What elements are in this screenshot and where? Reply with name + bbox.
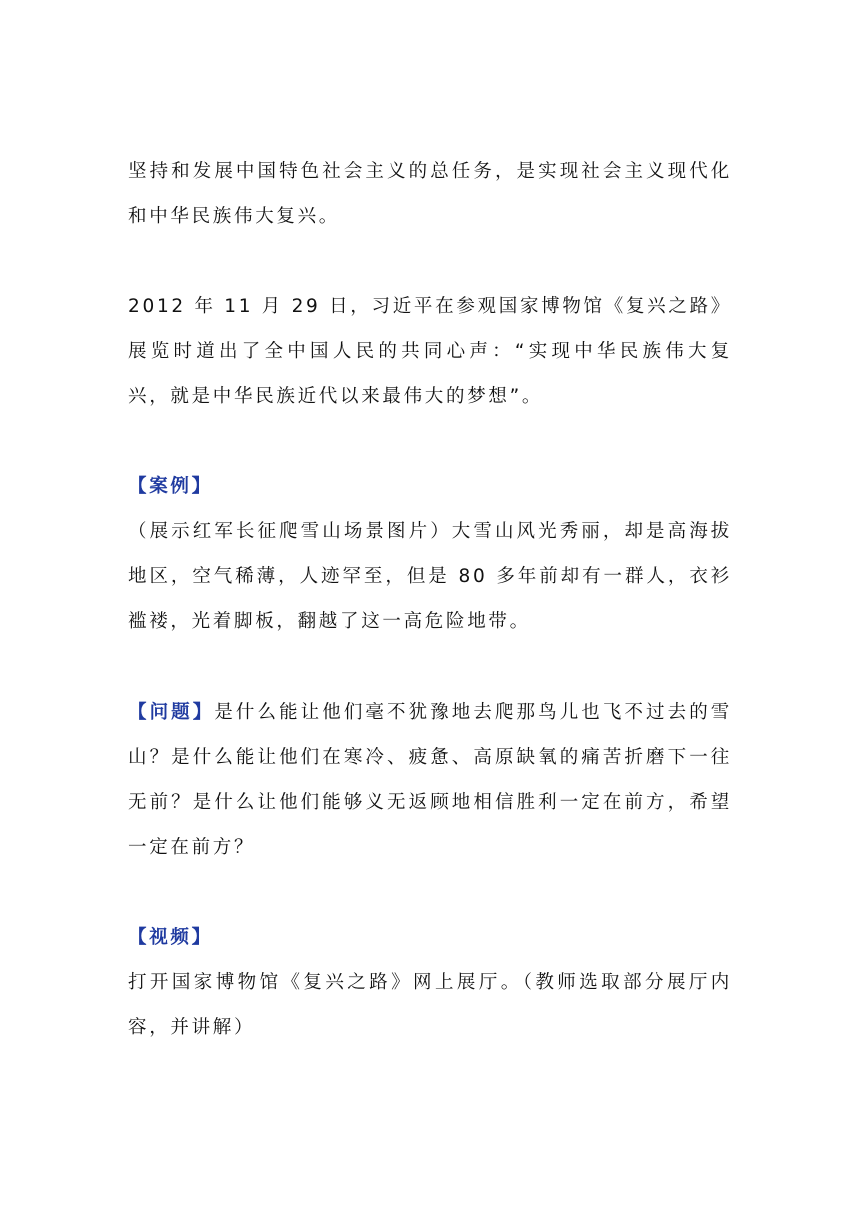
question-heading-label: 【问题】 xyxy=(128,702,215,723)
video-text: 打开国家博物馆《复兴之路》网上展厅。（教师选取部分展厅内容，并讲解） xyxy=(128,972,732,1038)
paragraph-revival-dream-text: 2012 年 11 月 29 日，习近平在参观国家博物馆《复兴之路》展览时道出了全中国人民的共同心声：“实现中华民族伟大复兴，就是中华民族近代以来最伟大的梦想”。 xyxy=(128,296,732,407)
case-text: （展示红军长征爬雪山场景图片）大雪山风光秀丽，却是高海拔地区，空气稀薄，人迹罕至，但是 80 多年前却有一群人，衣衫褴褛，光着脚板，翻越了这一高危险地带。 xyxy=(128,521,732,632)
video-heading xyxy=(128,915,732,960)
question-paragraph xyxy=(128,690,732,870)
case-paragraph xyxy=(128,509,732,644)
case-heading xyxy=(128,464,732,509)
video-heading-label: 【视频】 xyxy=(128,927,213,948)
paragraph-general-task-text: 坚持和发展中国特色社会主义的总任务，是实现社会主义现代化和中华民族伟大复兴。 xyxy=(128,161,732,227)
paragraph-general-task xyxy=(128,149,732,239)
question-text: 是什么能让他们毫不犹豫地去爬那鸟儿也飞不过去的雪山？是什么能让他们在寒冷、疲惫、高原缺氧的痛苦折磨下一往无前？是什么让他们能够义无返顾地相信胜利一定在前方，希望一定在前方？ xyxy=(128,702,732,858)
paragraph-revival-dream xyxy=(128,284,732,419)
case-heading-label: 【案例】 xyxy=(128,476,213,497)
video-paragraph xyxy=(128,960,732,1050)
